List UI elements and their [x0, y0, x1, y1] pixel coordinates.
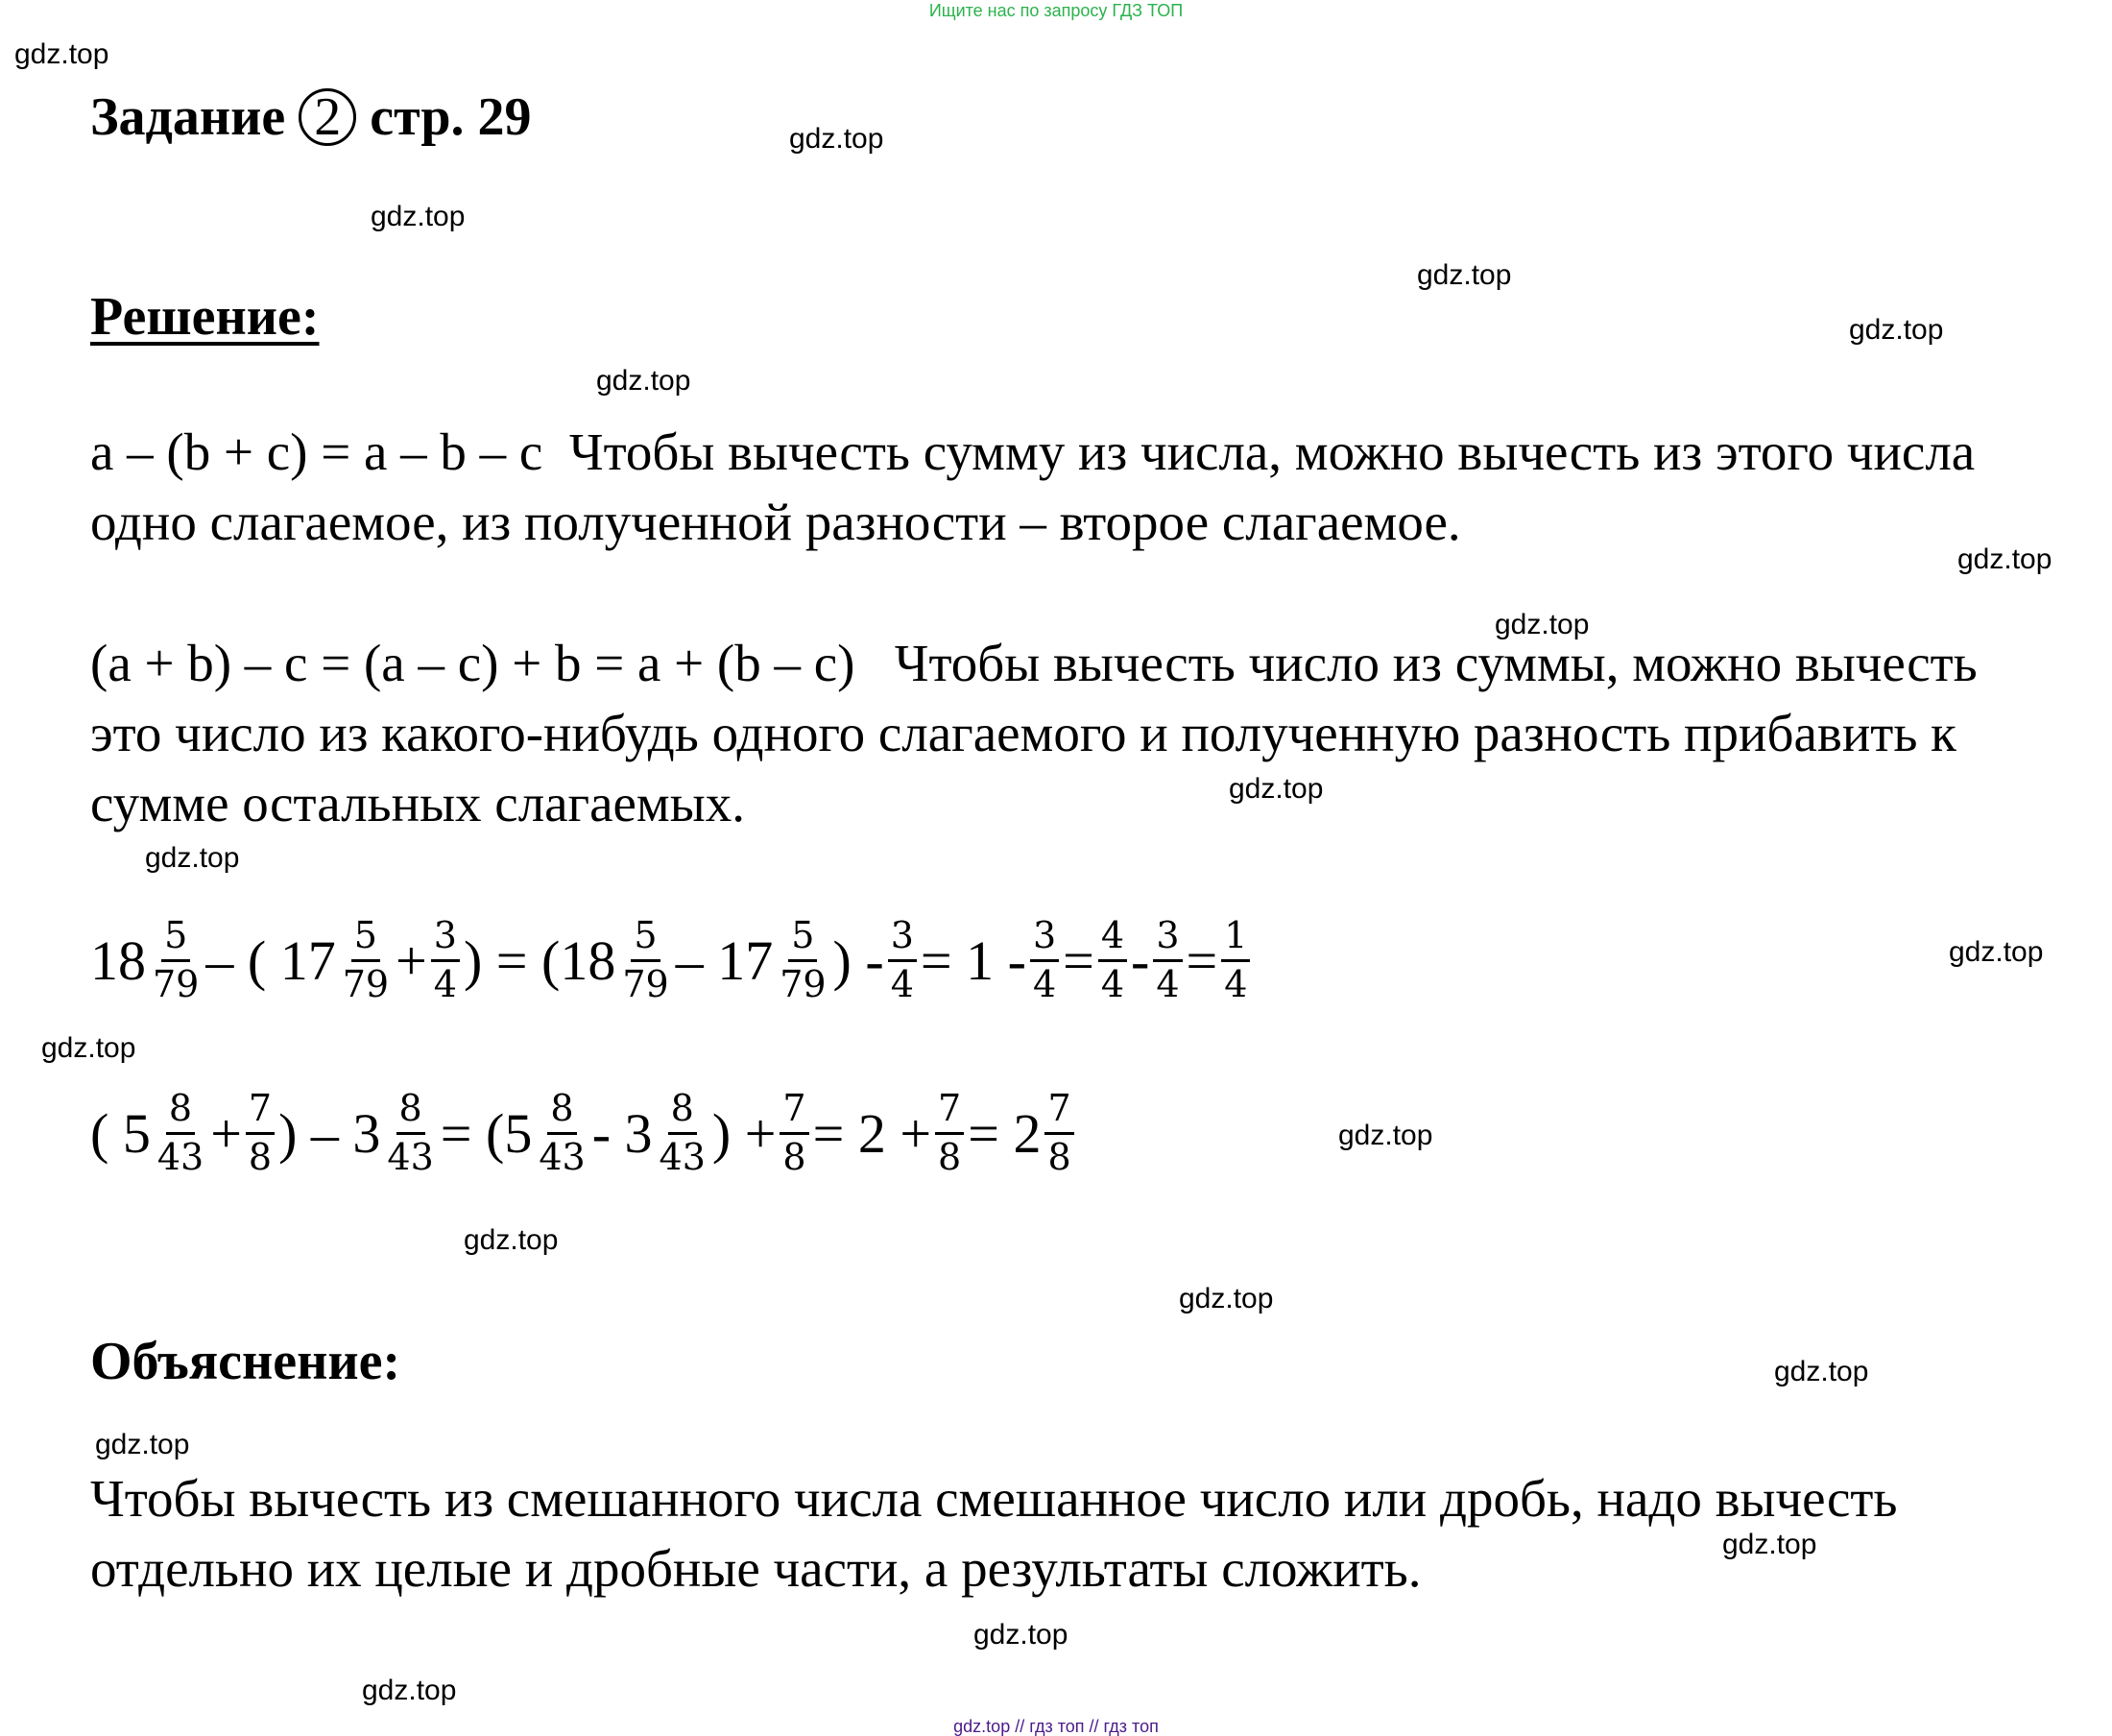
watermark: gdz.top	[973, 1619, 1068, 1651]
equation-1	[90, 903, 1254, 1018]
minus-sign: –	[310, 1101, 339, 1165]
hyphen-minus: -	[591, 1101, 612, 1165]
denominator: 43	[659, 1135, 706, 1178]
equals-sign: =	[495, 928, 528, 992]
paren-open: (	[247, 928, 267, 992]
denominator: 79	[622, 962, 669, 1005]
minus-sign: –	[205, 928, 234, 992]
equals-sign: =	[968, 1101, 999, 1165]
eq2-whole-2: 2	[1013, 1101, 1042, 1165]
footer-links[interactable]: gdz.top // гдз топ // гдз топ	[953, 1717, 1159, 1736]
fraction-4-4	[1098, 913, 1127, 1005]
eq2-whole-3: 3	[624, 1101, 653, 1165]
numerator: 3	[431, 917, 460, 962]
rule-subtract-sum	[90, 417, 2058, 557]
watermark: gdz.top	[1338, 1120, 1433, 1151]
numerator: 1	[1221, 917, 1250, 962]
fraction-5-79	[150, 913, 202, 1005]
denominator: 4	[1100, 962, 1125, 1005]
denominator: 43	[539, 1135, 586, 1178]
watermark: gdz.top	[1495, 609, 1590, 640]
denominator: 4	[1032, 962, 1057, 1005]
plus-sign: +	[210, 1101, 242, 1165]
denominator: 43	[156, 1135, 204, 1178]
watermark: gdz.top	[41, 1032, 136, 1064]
numerator: 7	[1044, 1090, 1073, 1135]
paren-close: )	[278, 1101, 298, 1165]
watermark: gdz.top	[1417, 259, 1512, 291]
hyphen-minus: -	[1007, 928, 1026, 992]
numerator: 3	[1153, 917, 1182, 962]
numerator: 8	[166, 1090, 195, 1135]
fraction-8-43	[155, 1086, 206, 1178]
watermark: gdz.top	[14, 38, 109, 70]
denominator: 4	[433, 962, 457, 1005]
page-title	[90, 88, 531, 146]
watermark: gdz.top	[1957, 543, 2052, 575]
hyphen-minus: -	[1131, 928, 1150, 992]
eq2-whole-2: 2	[857, 1101, 886, 1165]
rule2-formula: (a + b) – c = (a – c) + b = a + (b – c)	[90, 634, 855, 692]
numerator: 7	[780, 1090, 808, 1135]
top-banner[interactable]: Ищите нас по запросу ГДЗ ТОП	[928, 1, 1184, 20]
eq2-whole-3: 3	[352, 1101, 381, 1165]
watermark: gdz.top	[1774, 1356, 1869, 1387]
numerator: 5	[788, 917, 817, 962]
watermark: gdz.top	[1949, 936, 2044, 968]
eq1-whole-17: 17	[279, 928, 336, 992]
fraction-3-4	[1153, 913, 1182, 1005]
fraction-3-4	[431, 913, 460, 1005]
rule1-formula: a – (b + c) = a – b – c	[90, 422, 543, 481]
watermark: gdz.top	[464, 1224, 559, 1256]
equals-sign: =	[920, 928, 952, 992]
paren-open-5: (5	[486, 1101, 533, 1165]
rule1-text: Чтобы вычесть сумму из числа, можно вычесть из этого числа одно слагаемое, из полученной разности – второе слагаемое.	[90, 422, 1976, 551]
equals-sign: =	[1063, 928, 1094, 992]
eq1-whole-17: 17	[717, 928, 774, 992]
equals-sign: =	[1186, 928, 1218, 992]
denominator: 4	[1156, 962, 1180, 1005]
minus-sign: –	[675, 928, 704, 992]
numerator: 8	[668, 1090, 697, 1135]
numerator: 7	[246, 1090, 275, 1135]
fraction-7-8	[1044, 1086, 1073, 1178]
denominator: 43	[387, 1135, 434, 1178]
fraction-5-79	[777, 913, 828, 1005]
equals-sign: =	[440, 1101, 472, 1165]
fraction-8-43	[384, 1086, 436, 1178]
explanation-heading: Объяснение:	[90, 1332, 401, 1391]
numerator: 3	[1030, 917, 1059, 962]
watermark: gdz.top	[1722, 1529, 1817, 1560]
watermark: gdz.top	[1229, 773, 1324, 805]
denominator: 79	[153, 962, 200, 1005]
denominator: 8	[1047, 1135, 1071, 1178]
equals-sign: =	[812, 1101, 845, 1165]
paren-close: )	[463, 928, 483, 992]
solution-heading: Решение:	[90, 287, 320, 347]
numerator: 5	[631, 917, 660, 962]
paren-close: )	[711, 1101, 732, 1165]
task-number-badge: 2	[299, 88, 356, 146]
denominator: 4	[1224, 962, 1248, 1005]
fraction-1-4	[1221, 913, 1250, 1005]
numerator: 7	[935, 1090, 964, 1135]
plus-sign: +	[744, 1101, 777, 1165]
rule-subtract-from-sum	[90, 628, 2058, 838]
eq2-whole-5: 5	[122, 1101, 151, 1165]
paren-open: (	[90, 1101, 109, 1165]
watermark: gdz.top	[95, 1429, 190, 1460]
fraction-7-8	[935, 1086, 964, 1178]
title-suffix: стр. 29	[370, 87, 532, 147]
denominator: 79	[780, 962, 827, 1005]
paren-close: )	[832, 928, 852, 992]
explanation-text: Чтобы вычесть из смешанного числа смешанное число или дробь, надо вычесть отдельно их целые и дробные части, а результаты сложить.	[90, 1469, 1898, 1598]
paren-open-18: (18	[541, 928, 616, 992]
fraction-8-43	[657, 1086, 708, 1178]
watermark: gdz.top	[1179, 1283, 1274, 1314]
watermark: gdz.top	[789, 123, 884, 155]
fraction-5-79	[340, 913, 392, 1005]
numerator: 8	[396, 1090, 425, 1135]
denominator: 8	[782, 1135, 806, 1178]
eq1-one: 1	[966, 928, 995, 992]
fraction-7-8	[780, 1086, 808, 1178]
plus-sign: +	[396, 928, 427, 992]
fraction-8-43	[536, 1086, 588, 1178]
numerator: 5	[351, 917, 380, 962]
eq1-whole-18: 18	[90, 928, 146, 992]
numerator: 4	[1098, 917, 1127, 962]
numerator: 8	[547, 1090, 576, 1135]
fraction-3-4	[1030, 913, 1059, 1005]
watermark: gdz.top	[145, 842, 240, 874]
hyphen-minus: -	[865, 928, 884, 992]
numerator: 3	[888, 917, 917, 962]
fraction-7-8	[246, 1086, 275, 1178]
fraction-3-4	[888, 913, 917, 1005]
watermark: gdz.top	[596, 365, 691, 397]
denominator: 4	[890, 962, 914, 1005]
title-prefix: Задание	[90, 87, 286, 147]
watermark: gdz.top	[362, 1675, 457, 1706]
denominator: 8	[938, 1135, 962, 1178]
equation-2	[90, 1075, 1078, 1191]
watermark: gdz.top	[1849, 314, 1944, 346]
denominator: 8	[248, 1135, 273, 1178]
rule2-text: Чтобы вычесть число из суммы, можно вычесть это число из какого-нибудь одного слагаемого и полученную разность прибавить к сумме остальных слагаемых.	[90, 634, 1978, 832]
watermark: gdz.top	[371, 201, 466, 232]
numerator: 5	[161, 917, 190, 962]
plus-sign: +	[900, 1101, 932, 1165]
fraction-5-79	[619, 913, 671, 1005]
denominator: 79	[342, 962, 390, 1005]
